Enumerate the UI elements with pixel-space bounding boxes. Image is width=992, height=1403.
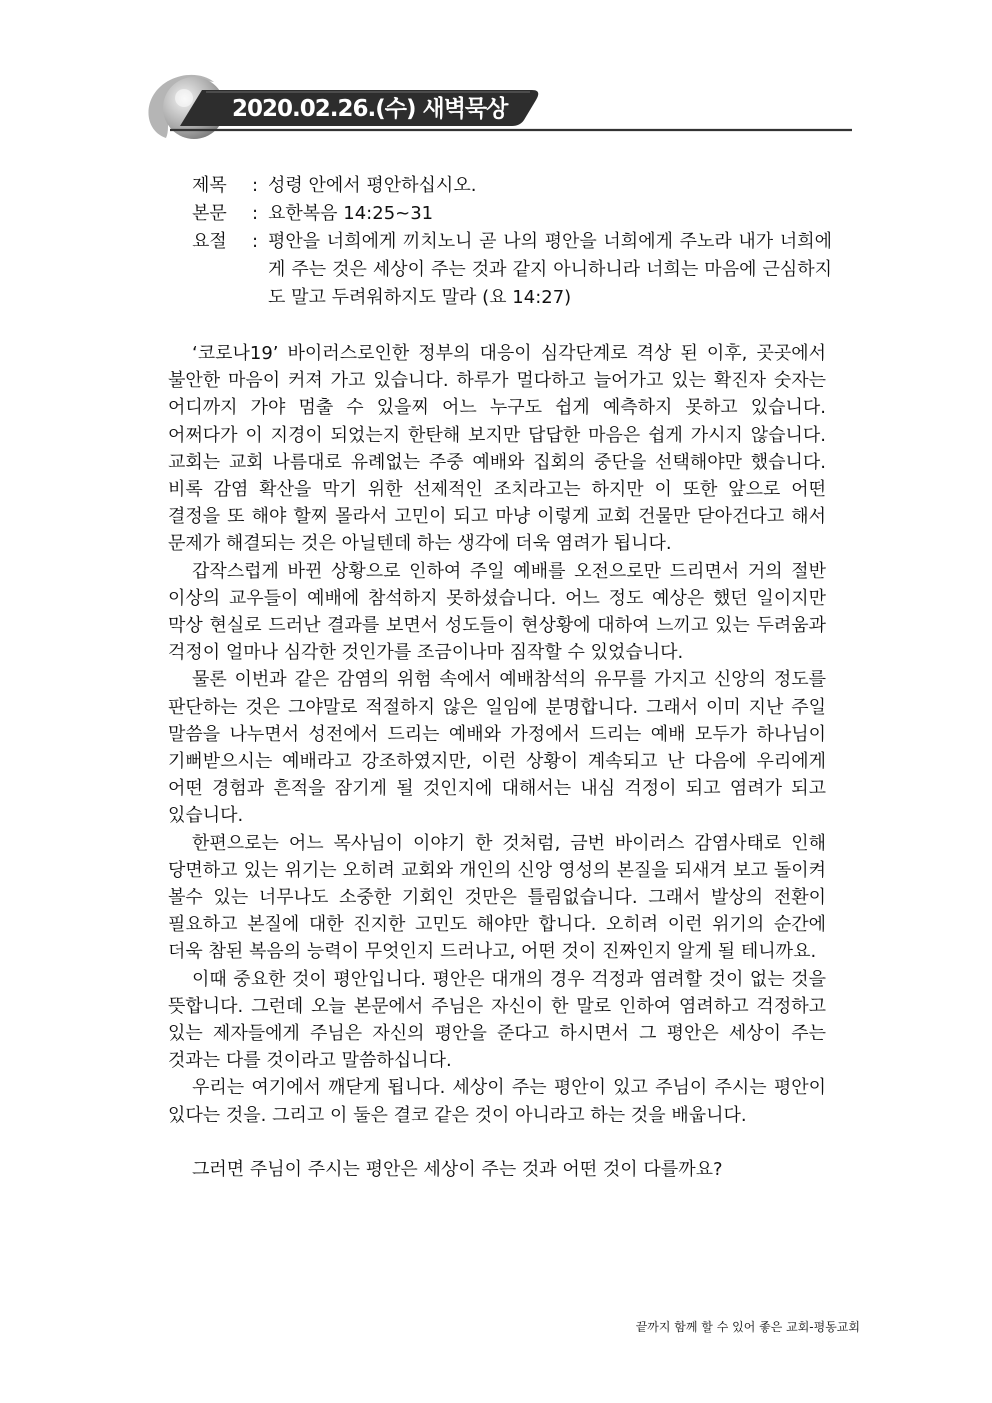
- meta-label: 본문: [192, 203, 227, 224]
- body-paragraph: 이때 중요한 것이 평안입니다. 평안은 대개의 경우 걱정과 염려할 것이 없는 것을 뜻합니다. 그런데 오늘 본문에서 주님은 자신이 한 말로 인하여 염려하고 걱정하고 있는 제자들에게 주님은 자신의 평안을 준다고 하시면서 그 평안은 세상이 주는 것과는 다를 것이라고 말씀하십니다.: [168, 968, 826, 1072]
- meta-key-verse-row: [192, 228, 832, 312]
- sermon-title: 성령 안에서 평안하십시오.: [268, 175, 477, 196]
- footer-motto: 끝까지 함께 할 수 있어 좋은 교회-평동교회: [635, 1320, 860, 1334]
- meta-separator: :: [252, 231, 259, 252]
- sermon-meta: [192, 172, 832, 312]
- scripture-reference: 요한복음 14:25~31: [268, 203, 434, 224]
- meta-label: 요절: [192, 231, 227, 252]
- closing-question: 그러면 주님이 주시는 평안은 세상이 주는 것과 어떤 것이 다를까요?: [192, 1158, 723, 1180]
- meta-separator: :: [252, 203, 259, 224]
- sermon-body: [168, 340, 826, 1183]
- body-paragraph: ‘코로나19’ 바이러스로인한 정부의 대응이 심각단계로 격상 된 이후, 곳곳에서 불안한 마음이 커져 가고 있습니다. 하루가 멀다하고 늘어가고 있는 확진자 숫자는 어디까지 가야 멈출 수 있을찌 어느 누구도 쉽게 예측하지 못하고 있습니다. 어쩌다가 이 지경이 되었는지 한탄해 보지만 답답한 마음은 쉽게 가시지 않습니다. 교회는 교회 나름대로 유례없는 주중 예배와 집회의 중단을 선택해야만 했습니다. 비록 감염 확산을 막기 위한 선제적인 조치라고는 하지만 이 또한 앞으로 어떤 결정을 또 해야 할찌 몰라서 고민이 되고 마냥 이렇게 교회 건물만 닫아건다고 해서 문제가 해결되는 것은 아닐텐데 하는 생각에 더욱 염려가 됩니다.: [168, 343, 826, 555]
- meta-title-row: [192, 172, 832, 200]
- meta-label: 제목: [192, 175, 227, 196]
- key-verse: 평안을 너희에게 끼치노니 곧 나의 평안을 너희에게 주노라 내가 너희에게 주는 것은 세상이 주는 것과 같지 아니하니라 너희는 마음에 근심하지도 말고 두려워하지도 말라 (요 14:27): [268, 231, 832, 308]
- page-title: 2020.02.26.(수) 새벽묵상: [232, 96, 508, 122]
- header-banner: [140, 64, 852, 144]
- body-paragraph: 한편으로는 어느 목사님이 이야기 한 것처럼, 금번 바이러스 감염사태로 인해 당면하고 있는 위기는 오히려 교회와 개인의 신앙 영성의 본질을 되새겨 보고 돌이켜 볼수 있는 너무나도 소중한 기회인 것만은 틀림없습니다. 그래서 발상의 전환이 필요하고 본질에 대한 진지한 고민도 해야만 합니다. 오히려 이런 위기의 순간에 더욱 참된 복음의 능력이 무엇인지 드러나고, 어떤 것이 진짜인지 알게 될 테니까요.: [168, 832, 826, 963]
- body-paragraph: 우리는 여기에서 깨닫게 됩니다. 세상이 주는 평안이 있고 주님이 주시는 평안이 있다는 것을. 그리고 이 둘은 결코 같은 것이 아니라고 하는 것을 배웁니다.: [168, 1077, 826, 1126]
- meta-separator: :: [252, 175, 259, 196]
- body-paragraph: 갑작스럽게 바뀐 상황으로 인하여 주일 예배를 오전으로만 드리면서 거의 절반 이상의 교우들이 예배에 참석하지 못하셨습니다. 어느 정도 예상은 했던 일이지만 막상 현실로 드러난 결과를 보면서 성도들이 현상황에 대하여 느끼고 있는 두려움과 걱정이 얼마나 심각한 것인가를 조금이나마 짐작할 수 있었습니다.: [168, 560, 826, 664]
- body-paragraph: 물론 이번과 같은 감염의 위험 속에서 예배참석의 유무를 가지고 신앙의 정도를 판단하는 것은 그야말로 적절하지 않은 일임에 분명합니다. 그래서 이미 지난 주일 말씀을 나누면서 성전에서 드리는 예배와 가정에서 드리는 예배 모두가 하나님이 기뻐받으시는 예배라고 강조하였지만, 이런 상황이 계속되고 난 다음에 우리에게 어떤 경험과 흔적을 잠기게 될 것인지에 대해서는 내심 걱정이 되고 염려가 되고 있습니다.: [168, 669, 826, 827]
- meta-scripture-row: [192, 200, 832, 228]
